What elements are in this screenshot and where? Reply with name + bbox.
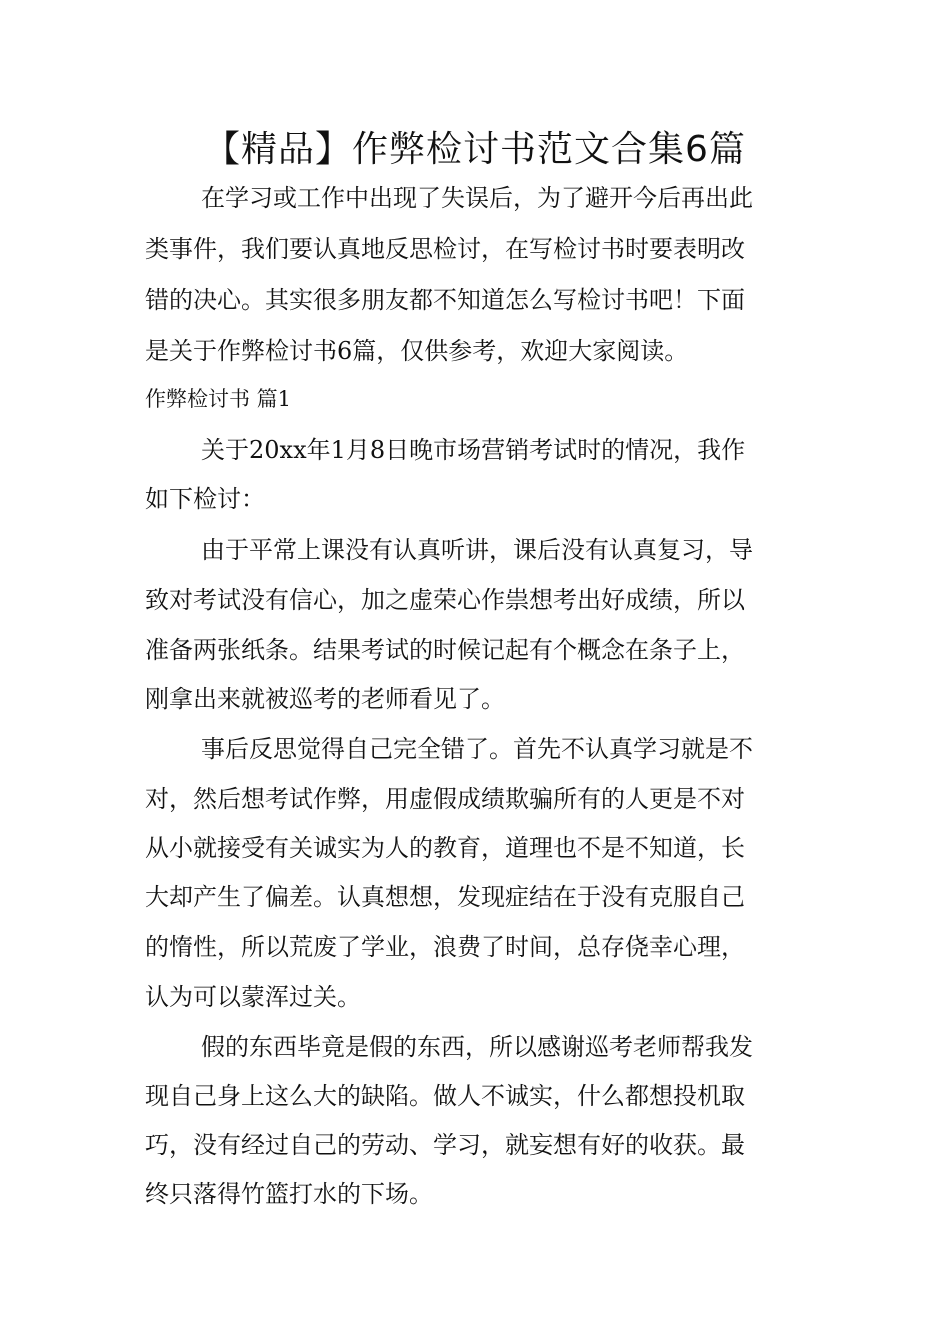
document-title: 【精品】作弊检讨书范文合集6篇: [204, 129, 746, 170]
intro-line: 在学习或工作中出现了失误后，为了避开今后再出此: [201, 184, 753, 212]
paragraph-line: 假的东西毕竟是假的东西，所以感谢巡考老师帮我发: [201, 1033, 753, 1061]
paragraph-line: 致对考试没有信心，加之虚荣心作祟想考出好成绩，所以: [145, 586, 745, 614]
paragraph-line: 对，然后想考试作弊，用虚假成绩欺骗所有的人更是不对: [145, 785, 745, 813]
intro-line: 错的决心。其实很多朋友都不知道怎么写检讨书吧！下面: [145, 286, 745, 314]
paragraph-line: 刚拿出来就被巡考的老师看见了。: [145, 685, 505, 713]
paragraph-line: 认为可以蒙浑过关。: [145, 983, 361, 1011]
paragraph-line: 大却产生了偏差。认真想想，发现症结在于没有克服自己: [145, 883, 745, 911]
paragraph-line: 的惰性，所以荒废了学业，浪费了时间，总存侥幸心理，: [145, 933, 745, 961]
paragraph-line: 如下检讨：: [145, 485, 265, 513]
intro-line: 类事件，我们要认真地反思检讨，在写检讨书时要表明改: [145, 235, 745, 263]
paragraph-line: 从小就接受有关诚实为人的教育，道理也不是不知道，长: [145, 834, 745, 862]
paragraph-line: 巧，没有经过自己的劳动、学习，就妄想有好的收获。最: [145, 1131, 745, 1159]
section-heading: 作弊检讨书 篇1: [145, 387, 292, 411]
paragraph-line: 关于20xx年1月8日晚市场营销考试时的情况，我作: [201, 436, 746, 464]
paragraph-line: 由于平常上课没有认真听讲，课后没有认真复习，导: [201, 536, 753, 564]
paragraph-line: 现自己身上这么大的缺陷。做人不诚实，什么都想投机取: [145, 1082, 745, 1110]
intro-line: 是关于作弊检讨书6篇，仅供参考，欢迎大家阅读。: [145, 337, 689, 365]
paragraph-line: 终只落得竹篮打水的下场。: [145, 1180, 433, 1208]
paragraph-line: 事后反思觉得自己完全错了。首先不认真学习就是不: [201, 735, 753, 763]
paragraph-line: 准备两张纸条。结果考试的时候记起有个概念在条子上，: [145, 636, 745, 664]
